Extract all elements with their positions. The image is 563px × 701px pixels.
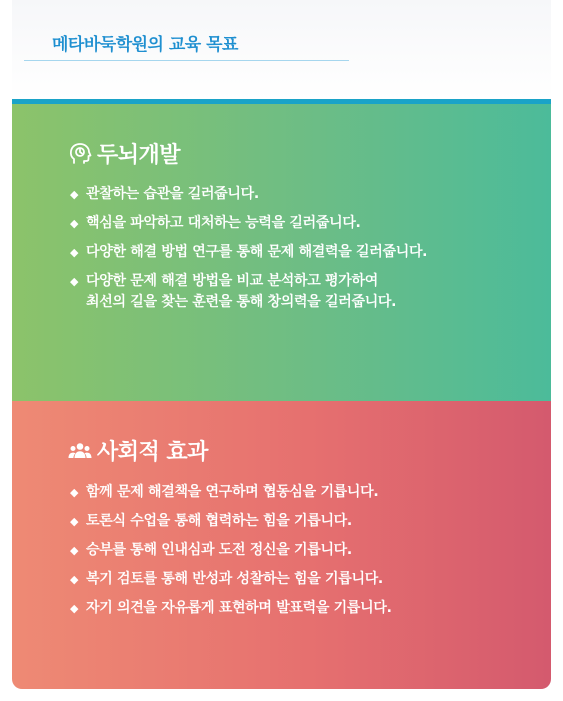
header — [12, 0, 551, 100]
list-item: ◆ 자기 의견을 자유롭게 표현하며 발표력을 기릅니다. — [70, 598, 500, 619]
brain-development-card — [12, 104, 551, 401]
card-title: 두뇌개발 — [97, 143, 181, 168]
card-heading — [67, 435, 208, 466]
diamond-bullet-icon: ◆ — [70, 515, 79, 528]
brain-head-icon — [67, 141, 93, 167]
social-effect-card — [12, 401, 551, 689]
diamond-bullet-icon: ◆ — [70, 188, 79, 201]
diamond-bullet-icon: ◆ — [70, 486, 79, 499]
diamond-bullet-icon: ◆ — [70, 602, 79, 615]
list-item: ◆ 다양한 문제 해결 방법을 비교 분석하고 평가하여 최선의 길을 찾는 훈련을 통해 창의력을 길러줍니다. — [70, 271, 500, 313]
diamond-bullet-icon: ◆ — [70, 246, 79, 259]
diamond-bullet-icon: ◆ — [70, 275, 79, 288]
page-title: 메타바둑학원의 교육 목표 — [52, 35, 238, 55]
list-item: ◆ 다양한 해결 방법 연구를 통해 문제 해결력을 길러줍니다. — [70, 242, 500, 263]
item-list — [70, 184, 500, 321]
list-item: ◆ 복기 검토를 통해 반성과 성찰하는 힘을 기릅니다. — [70, 569, 500, 590]
list-item: ◆ 관찰하는 습관을 길러줍니다. — [70, 184, 500, 205]
item-list — [70, 482, 500, 627]
diamond-bullet-icon: ◆ — [70, 544, 79, 557]
list-item: ◆ 토론식 수업을 통해 협력하는 힘을 기릅니다. — [70, 511, 500, 532]
card-title: 사회적 효과 — [97, 440, 208, 465]
list-item: ◆ 승부를 통해 인내심과 도전 정신을 기릅니다. — [70, 540, 500, 561]
card-heading — [67, 138, 180, 169]
diamond-bullet-icon: ◆ — [70, 573, 79, 586]
diamond-bullet-icon: ◆ — [70, 217, 79, 230]
header-underline — [24, 60, 349, 61]
people-group-icon — [67, 438, 93, 464]
list-item: ◆ 핵심을 파악하고 대처하는 능력을 길러줍니다. — [70, 213, 500, 234]
list-item: ◆ 함께 문제 해결책을 연구하며 협동심을 기릅니다. — [70, 482, 500, 503]
